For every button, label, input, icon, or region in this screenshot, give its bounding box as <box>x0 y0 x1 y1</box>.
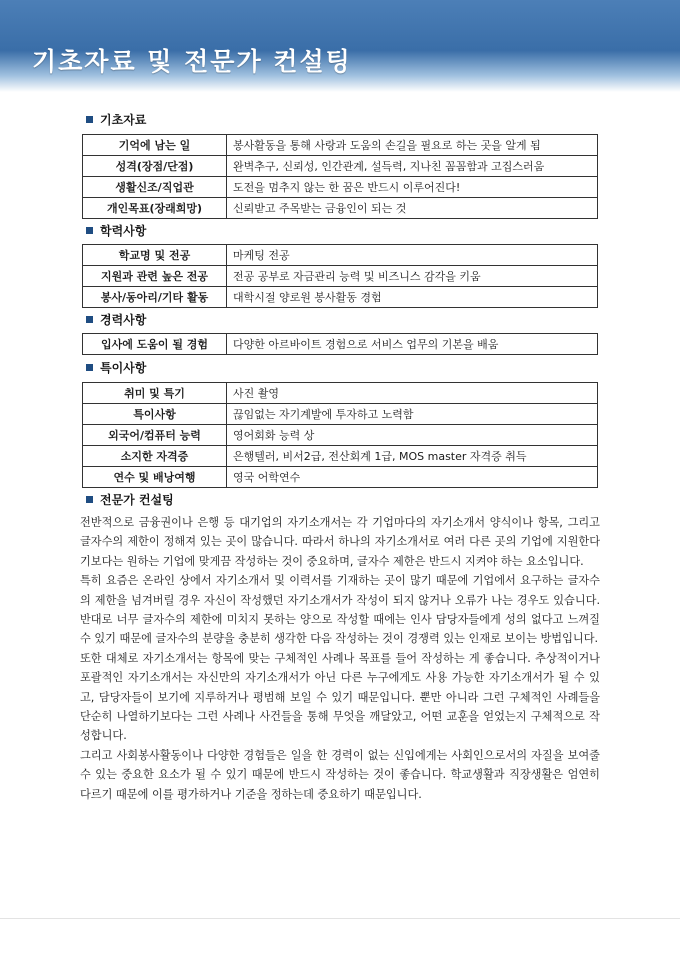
section-heading-text: 특이사항 <box>100 361 147 375</box>
square-bullet-icon <box>86 364 93 371</box>
row-value: 완벽추구, 신뢰성, 인간관계, 설득력, 지나친 꼼꼼함과 고집스러움 <box>227 156 598 177</box>
square-bullet-icon <box>86 116 93 123</box>
paragraph: 또한 대체로 자기소개서는 항목에 맞는 구체적인 사례나 목표를 들어 작성하는 게 좋습니다. 추상적이거나 포괄적인 자기소개서는 자신만의 자기소개서가 아닌 다른 누구에게도 사용 가능한 자기소개서가 될 수 있고, 담당자들이 보기에 지루하거나 평범해 보일 수 있기 때문입니다. 뿐만 아니라 그런 구체적인 사례들을 단순히 나열하기보다는 그런 사례나 사건들을 통해 무엇을 깨달았고, 어떤 교훈을 얻었는지 구체적으로 작성합니다. <box>80 651 600 743</box>
row-label: 봉사/동아리/기타 활동 <box>83 287 227 308</box>
table-row <box>83 404 598 425</box>
row-label: 학교명 및 전공 <box>83 245 227 266</box>
paragraph: 특히 요즘은 온라인 상에서 자기소개서 및 이력서를 기재하는 곳이 많기 때문에 기업에서 요구하는 글자수의 제한을 넘겨버릴 경우 자신이 작성했던 자기소개서가 작성이 되지 않거나 오류가 나는 경우도 있습니다. 반대로 너무 글자수의 제한에 미치지 못하는 양으로 작성할 때에는 인사 담당자들에게 성의 없다고 느껴질 수 있기 때문에 글자수의 분량을 충분히 생각한 다음 작성하는 것이 경쟁력 있는 인재로 보이는 방법입니다. <box>80 574 600 646</box>
career-table <box>82 333 598 355</box>
square-bullet-icon <box>86 496 93 503</box>
footer-divider <box>0 918 680 919</box>
row-label: 연수 및 배낭여행 <box>83 467 227 488</box>
row-value: 사진 촬영 <box>227 383 598 404</box>
row-label: 입사에 도움이 될 경험 <box>83 334 227 355</box>
section-heading-basic <box>86 111 146 129</box>
row-label: 특이사항 <box>83 404 227 425</box>
table-row <box>83 467 598 488</box>
square-bullet-icon <box>86 227 93 234</box>
table-row <box>83 198 598 219</box>
section-heading-career <box>86 311 146 329</box>
row-value: 마케팅 전공 <box>227 245 598 266</box>
table-row <box>83 245 598 266</box>
education-table <box>82 244 598 308</box>
row-value: 전공 공부로 자금관리 능력 및 비즈니스 감각을 키움 <box>227 266 598 287</box>
row-label: 생활신조/직업관 <box>83 177 227 198</box>
row-label: 취미 및 특기 <box>83 383 227 404</box>
table-row <box>83 177 598 198</box>
row-label: 개인목표(장래희망) <box>83 198 227 219</box>
section-heading-text: 학력사항 <box>100 224 147 238</box>
basic-info-table <box>82 134 598 219</box>
paragraph: 전반적으로 금융권이나 은행 등 대기업의 자기소개서는 각 기업마다의 자기소개서 양식이나 항목, 그리고 글자수의 제한이 정해져 있는 곳이 많습니다. 따라서 하나의 자기소개서로 여러 다른 곳의 기업에 지원한다기보다는 원하는 기업에 맞게끔 작성하는 것이 중요하며, 글자수 제한은 반드시 지켜야 하는 요소입니다. <box>80 516 600 568</box>
row-label: 외국어/컴퓨터 능력 <box>83 425 227 446</box>
row-label: 지원과 관련 높은 전공 <box>83 266 227 287</box>
consulting-body <box>80 513 600 804</box>
section-heading-education <box>86 222 146 240</box>
row-value: 다양한 아르바이트 경험으로 서비스 업무의 기본을 배움 <box>227 334 598 355</box>
header-banner <box>0 0 680 92</box>
table-row <box>83 383 598 404</box>
row-value: 봉사활동을 통해 사랑과 도움의 손길을 필요로 하는 곳을 알게 됨 <box>227 135 598 156</box>
page-title: 기초자료 및 전문가 컨설팅 <box>32 47 352 76</box>
table-row <box>83 334 598 355</box>
table-row <box>83 156 598 177</box>
row-label: 소지한 자격증 <box>83 446 227 467</box>
row-value: 대학시절 양로원 봉사활동 경험 <box>227 287 598 308</box>
row-value: 은행텔러, 비서2급, 전산회계 1급, MOS master 자격증 취득 <box>227 446 598 467</box>
section-heading-consulting <box>86 491 174 509</box>
section-heading-special <box>86 359 146 377</box>
paragraph: 그리고 사회봉사활동이나 다양한 경험들은 일을 한 경력이 없는 신입에게는 사회인으로서의 자질을 보여줄 수 있는 중요한 요소가 될 수 있기 때문에 반드시 작성하는 것이 좋습니다. 학교생활과 직장생활은 엄연히 다르기 때문에 이를 평가하거나 기준을 정하는데 중요하기 때문입니다. <box>80 748 600 801</box>
table-row <box>83 135 598 156</box>
row-value: 신뢰받고 주목받는 금융인이 되는 것 <box>227 198 598 219</box>
row-value: 영국 어학연수 <box>227 467 598 488</box>
special-table <box>82 382 598 488</box>
row-value: 도전을 멈추지 않는 한 꿈은 반드시 이루어진다! <box>227 177 598 198</box>
table-row <box>83 287 598 308</box>
table-row <box>83 446 598 467</box>
table-row <box>83 425 598 446</box>
table-row <box>83 266 598 287</box>
section-heading-text: 기초자료 <box>100 113 147 127</box>
row-label: 기억에 남는 일 <box>83 135 227 156</box>
row-label: 성격(장점/단점) <box>83 156 227 177</box>
row-value: 영어회화 능력 상 <box>227 425 598 446</box>
section-heading-text: 전문가 컨설팅 <box>100 493 174 507</box>
section-heading-text: 경력사항 <box>100 313 147 327</box>
square-bullet-icon <box>86 316 93 323</box>
row-value: 끊임없는 자기계발에 투자하고 노력함 <box>227 404 598 425</box>
